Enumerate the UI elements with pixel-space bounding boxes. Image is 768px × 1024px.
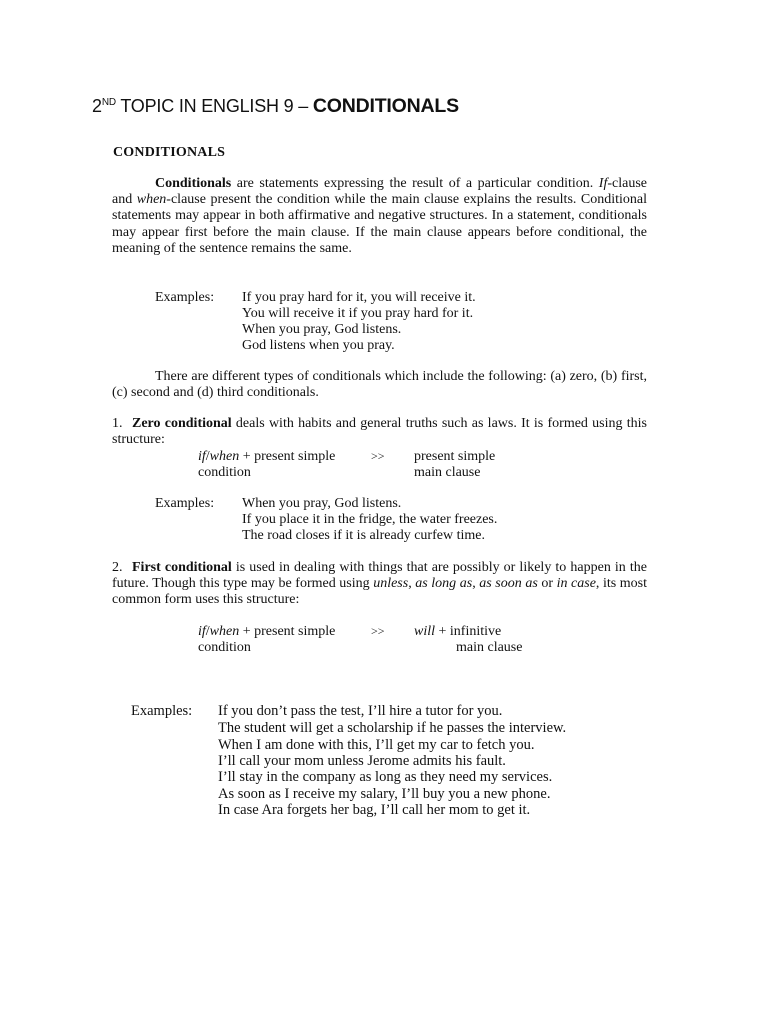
first-as-long-as: as long as: [415, 576, 473, 592]
examples1-line: You will receive it if you pray hard for it.: [242, 306, 474, 321]
examples1-line: When you pray, God listens.: [242, 322, 402, 337]
examples2-line: In case Ara forgets her bag, I’ll call her mom to get it.: [218, 802, 531, 818]
zero-example-line: The road closes if it is already curfew time.: [242, 528, 485, 543]
zero-arrow: >>: [371, 449, 385, 463]
intro-sentence1: are statements expressing the result of a particular condition.: [231, 176, 594, 191]
zero-structure-left: [198, 449, 335, 465]
zero-conditional-item: [112, 416, 647, 448]
intro-rest: -clause present the condition while the main clause explains the results. Conditional statements may appear in both affirmative and negative structures. In a statement, conditionals may appear first before the main clause. If the main clause appears before conditional, the meaning of the sentence remains the same.: [112, 192, 648, 256]
zero-description: deals with habits and general truths such as laws. It is formed using this structure:: [112, 416, 647, 448]
zero-struct-when: when: [209, 449, 240, 464]
section-heading: CONDITIONALS: [113, 145, 226, 160]
examples2-line: I’ll call your mom unless Jerome admits his fault.: [218, 753, 506, 769]
zero-structure-main-clause: main clause: [414, 465, 481, 480]
zero-example-line: If you place it in the fridge, the water freezes.: [242, 512, 498, 527]
zero-example-line: When you pray, God listens.: [242, 496, 402, 511]
zero-structure-right: present simple: [414, 449, 496, 464]
title-main: CONDITIONALS: [312, 95, 459, 117]
zero-number: 1.: [112, 416, 123, 431]
first-struct-when: when: [209, 624, 240, 639]
first-structure-condition: condition: [198, 640, 251, 655]
title-superscript: ND: [101, 97, 116, 108]
types-paragraph: There are different types of conditionals which include the following: (a) zero, (b) first, (c) second and (d) third conditionals.: [112, 369, 647, 401]
intro-if-word: If: [598, 176, 608, 191]
first-as-soon-as: as soon as: [479, 576, 538, 592]
examples1-label: Examples:: [155, 290, 215, 305]
first-conditional-item: [112, 560, 647, 609]
first-or: or: [537, 576, 557, 592]
zero-examples-label: Examples:: [155, 496, 215, 511]
examples2-line: As soon as I receive my salary, I’ll buy you a new phone.: [218, 786, 551, 802]
examples2-line: When I am done with this, I’ll get my car to fetch you.: [218, 737, 535, 753]
examples1-line: God listens when you pray.: [242, 338, 395, 353]
intro-term: Conditionals: [155, 176, 232, 191]
first-unless: unless: [373, 576, 409, 592]
zero-structure-condition: condition: [198, 465, 251, 480]
first-comma-2: ,: [472, 576, 480, 592]
first-struct-infinitive: + infinitive: [435, 624, 502, 639]
first-structure-left: [198, 624, 335, 640]
first-structure-right: [414, 624, 501, 640]
first-description-2: , its most common form uses this structure:: [112, 576, 648, 608]
first-comma-1: ,: [408, 576, 416, 592]
zero-struct-slash: /: [205, 449, 210, 464]
examples2-line: I’ll stay in the company as long as they need my services.: [218, 769, 553, 785]
title-middle: TOPIC IN ENGLISH 9 –: [115, 96, 313, 116]
first-struct-will: will: [414, 624, 436, 639]
first-struct-slash: /: [205, 624, 210, 639]
zero-struct-plus: + present simple: [239, 449, 336, 464]
zero-struct-if: if: [198, 449, 206, 464]
intro-when-word: when: [136, 192, 167, 208]
first-in-case: in case: [556, 576, 596, 592]
first-description-1: is used in dealing with things that are possibly or likely to happen in the future. Though this type may be formed using: [112, 560, 647, 592]
intro-paragraph: [112, 176, 647, 257]
examples2-label: Examples:: [131, 703, 193, 719]
first-number: 2.: [112, 560, 123, 575]
examples2-line: If you don’t pass the test, I’ll hire a tutor for you.: [218, 703, 503, 719]
first-term: First conditional: [132, 560, 232, 575]
zero-term: Zero conditional: [132, 416, 232, 431]
first-arrow: >>: [371, 624, 385, 638]
title-prefix: 2: [92, 96, 102, 116]
intro-if-rest: -clause and: [112, 176, 648, 208]
first-structure-main-clause: main clause: [456, 640, 523, 655]
page-title: [92, 95, 459, 118]
examples2-line: The student will get a scholarship if he passes the interview.: [218, 720, 567, 736]
examples1-line: If you pray hard for it, you will receive it.: [242, 290, 476, 305]
first-struct-plus: + present simple: [239, 624, 336, 639]
first-struct-if: if: [198, 624, 206, 639]
